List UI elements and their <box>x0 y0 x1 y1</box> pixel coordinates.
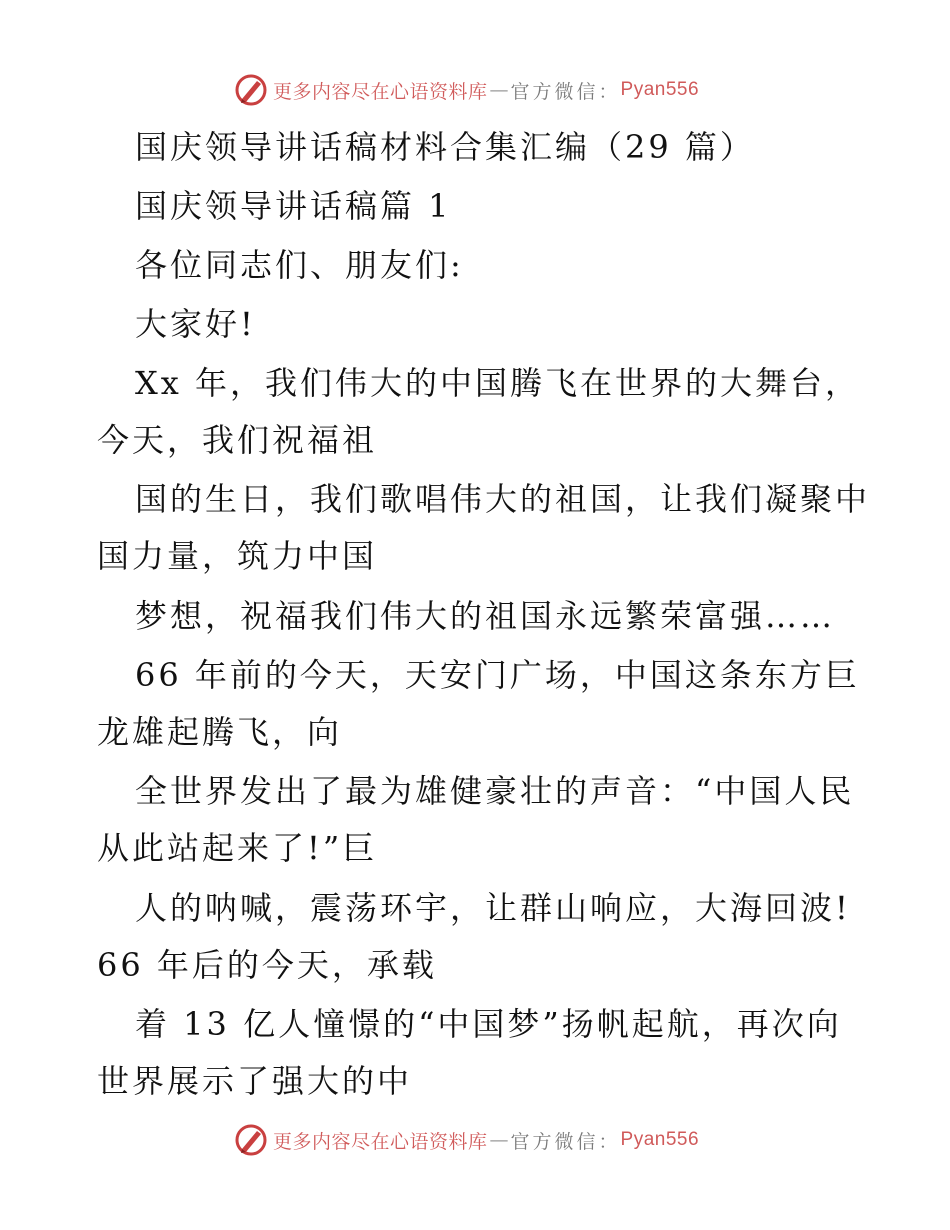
body-line: 人的呐喊，震荡环宇，让群山响应，大海回波! <box>135 889 851 927</box>
body-line: 梦想，祝福我们伟大的祖国永远繁荣富强…… <box>135 597 836 635</box>
watermark-label: 官方微信： <box>510 1130 621 1153</box>
watermark-label: 官方微信： <box>510 80 621 103</box>
body-line: 66 年前的今天，天安门广场，中国这条东方巨 <box>135 656 860 694</box>
document-title: 国庆领导讲话稿材料合集汇编（29 篇） <box>135 128 755 166</box>
watermark-banner-bottom <box>233 1120 713 1160</box>
body-line: 全世界发出了最为雄健豪壮的声音：“中国人民 <box>135 772 855 810</box>
watermark-main-text: 更多内容尽在心语资料库 <box>273 80 488 103</box>
greeting: 大家好! <box>135 305 256 343</box>
body-line: 从此站起来了!”巨 <box>97 829 378 867</box>
watermark-banner-top <box>233 70 713 110</box>
pen-logo-icon <box>233 72 269 108</box>
body-line: 国的生日，我们歌唱伟大的祖国，让我们凝聚中 <box>135 480 871 518</box>
body-line: 今天，我们祝福祖 <box>97 421 378 459</box>
watermark-dash: — <box>489 79 509 101</box>
watermark-wechat-id: Pyan556 <box>620 79 700 100</box>
watermark-main-text: 更多内容尽在心语资料库 <box>273 1130 488 1153</box>
body-line: Xx 年，我们伟大的中国腾飞在世界的大舞台， <box>135 364 861 402</box>
body-line: 世界展示了强大的中 <box>97 1062 413 1100</box>
body-line: 66 年后的今天，承载 <box>97 946 437 984</box>
watermark-wechat-id: Pyan556 <box>620 1129 700 1150</box>
body-line: 着 13 亿人憧憬的“中国梦”扬帆起航，再次向 <box>135 1005 842 1043</box>
pen-logo-icon <box>233 1122 269 1158</box>
watermark-dash: — <box>489 1129 509 1151</box>
body-line: 国力量，筑力中国 <box>97 537 378 575</box>
salutation: 各位同志们、朋友们: <box>135 246 464 284</box>
section-title: 国庆领导讲话稿篇 1 <box>135 187 452 225</box>
body-line: 龙雄起腾飞，向 <box>97 713 343 751</box>
